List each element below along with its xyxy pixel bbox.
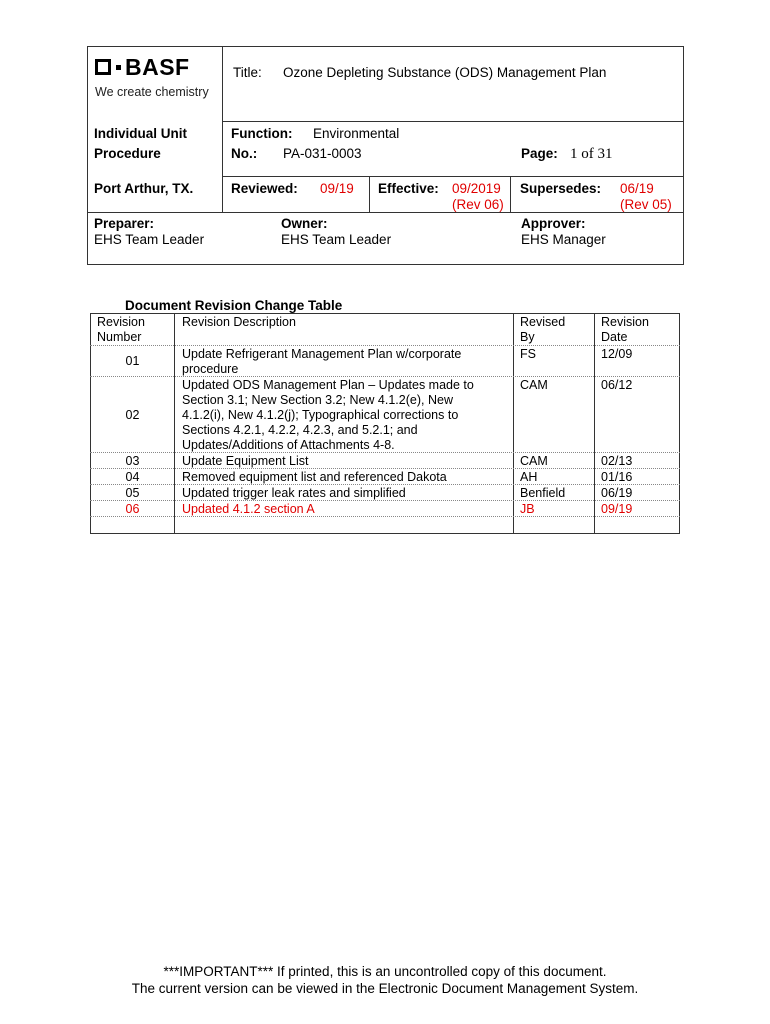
header-divider-review: [87, 212, 684, 213]
row-number: 05: [125, 486, 140, 500]
row-revision-date: 02/13: [601, 454, 633, 468]
row-description-line: Update Refrigerant Management Plan w/corporate: [182, 347, 462, 361]
reviewed-label: Reviewed:: [231, 181, 298, 196]
row-revised-by: CAM: [520, 454, 548, 468]
header-divider-supersedes: [510, 176, 511, 212]
header-revision-date-line2: Date: [601, 330, 628, 344]
table-bottom-border: [90, 533, 680, 534]
function-value: Environmental: [313, 126, 400, 141]
table-header-divider: [90, 345, 680, 346]
header-revision-number-line2: Number: [97, 330, 142, 344]
effective-label: Effective:: [378, 181, 439, 196]
header-revision-number-line1: Revision: [97, 315, 145, 329]
row-revised-by: JB: [520, 502, 535, 516]
effective-value: 09/2019: [452, 181, 501, 196]
row-description-line: procedure: [182, 362, 239, 376]
row-number: 06: [125, 502, 140, 516]
row-revised-by: CAM: [520, 378, 548, 392]
footer-edms-notice: The current version can be viewed in the Electronic Document Management System.: [131, 981, 639, 996]
preparer-label: Preparer:: [94, 216, 155, 231]
function-label: Function:: [231, 126, 293, 141]
number-label: No.:: [231, 146, 258, 161]
row-revised-by: AH: [520, 470, 538, 484]
logo-tagline: We create chemistry: [95, 85, 209, 99]
approver-label: Approver:: [521, 216, 586, 231]
approver-value: EHS Manager: [521, 232, 606, 247]
header-revision-date-line1: Revision: [601, 315, 649, 329]
row-description-line: Updates/Additions of Attachments 4-8.: [182, 438, 395, 452]
supersedes-revision: (Rev 05): [620, 197, 672, 212]
owner-value: EHS Team Leader: [281, 232, 392, 247]
header-divider-effective: [369, 176, 370, 212]
table-row-divider-6: [90, 516, 680, 517]
header-revision-description: Revision Description: [182, 315, 296, 329]
basf-logo: [95, 54, 211, 101]
row-description-line: Update Equipment List: [182, 454, 309, 468]
row-description-line: Updated 4.1.2 section A: [182, 502, 315, 516]
logo-square-icon: [95, 59, 111, 75]
page-value: 1 of 31: [570, 146, 613, 162]
unit-procedure-line2: Procedure: [94, 146, 161, 161]
supersedes-value: 06/19: [620, 181, 654, 196]
header-revised-by-line1: Revised: [520, 315, 566, 329]
row-revision-date: 01/16: [601, 470, 633, 484]
header-revised-by-line2: By: [520, 330, 535, 344]
row-number: 03: [125, 454, 140, 468]
row-description-line: Updated ODS Management Plan – Updates made to: [182, 378, 474, 392]
row-revision-date: 06/12: [601, 378, 633, 392]
title-label: Title:: [233, 65, 262, 80]
header-right-border: [683, 46, 684, 264]
header-divider-vertical: [222, 46, 223, 212]
table-row-divider-1: [90, 376, 680, 377]
preparer-value: EHS Team Leader: [94, 232, 205, 247]
table-top-border: [90, 313, 680, 314]
header-left-border: [87, 46, 88, 264]
reviewed-value: 09/19: [320, 181, 354, 196]
number-value: PA-031-0003: [283, 146, 362, 161]
row-revision-date: 12/09: [601, 347, 633, 361]
row-revised-by: FS: [520, 347, 536, 361]
effective-revision: (Rev 06): [452, 197, 504, 212]
location: Port Arthur, TX.: [94, 181, 194, 196]
row-number: 01: [125, 354, 140, 368]
footer-important-notice: ***IMPORTANT*** If printed, this is an uncontrolled copy of this document.: [163, 964, 607, 979]
logo-wordmark: BASF: [125, 54, 190, 80]
row-revision-date: 09/19: [601, 502, 633, 516]
header-bottom-border: [87, 264, 684, 265]
row-description-line: Sections 4.2.1, 4.2.2, 4.2.3, and 5.2.1; and: [182, 423, 418, 437]
row-description-line: Section 3.1; New Section 3.2; New 4.1.2(e), New: [182, 393, 453, 407]
revision-table-caption: Document Revision Change Table: [125, 298, 343, 313]
header-top-border: [87, 46, 684, 47]
header-divider-function: [222, 176, 683, 177]
table-row-divider-3: [90, 468, 680, 469]
row-number: 02: [125, 408, 140, 422]
row-description-line: Updated trigger leak rates and simplified: [182, 486, 406, 500]
row-revised-by: Benfield: [520, 486, 566, 500]
logo-dot-icon: [116, 65, 121, 70]
row-revision-date: 06/19: [601, 486, 633, 500]
row-description-line: 4.1.2(i), New 4.1.2(j); Typographical corrections to: [182, 408, 459, 422]
owner-label: Owner:: [281, 216, 328, 231]
supersedes-label: Supersedes:: [520, 181, 602, 196]
unit-procedure-line1: Individual Unit: [94, 126, 187, 141]
row-description-line: Removed equipment list and referenced Dakota: [182, 470, 447, 484]
header-divider-title: [222, 121, 683, 122]
title-value: Ozone Depleting Substance (ODS) Management Plan: [283, 65, 607, 80]
row-number: 04: [125, 470, 140, 484]
page-label: Page:: [521, 146, 558, 161]
